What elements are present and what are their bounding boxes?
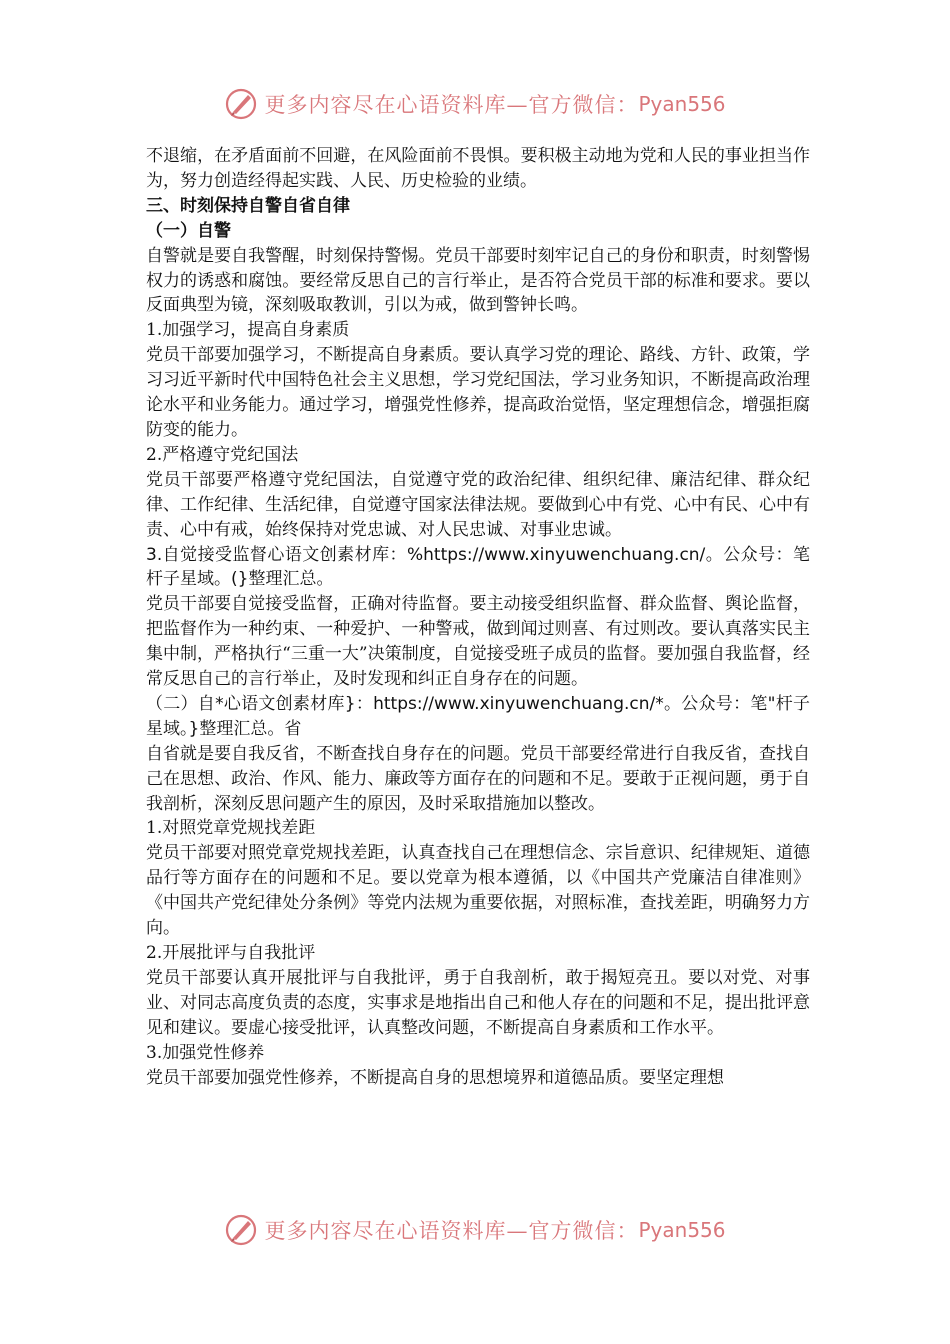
footer-wechat-id: Pyan556	[638, 1218, 726, 1242]
footer-text: 更多内容尽在心语资料库—官方微信：	[264, 1219, 639, 1243]
section-heading: 三、时刻保持自警自省自律	[146, 195, 350, 216]
item-heading: 1.对照党章党规找差距	[146, 818, 316, 839]
document-body	[146, 144, 810, 1090]
paragraph: 自警就是要自我警醒，时刻保持警惕。党员干部要时刻牢记自己的身份和职责，时刻警惕权力的诱惑和腐蚀。要经常反思自己的言行举止，是否符合党员干部的标准和要求。要以反面典型为镜，深刻吸取教训，引以为戒，做到警钟长鸣。	[146, 245, 810, 316]
paragraph: 自省就是要自我反省，不断查找自身存在的问题。党员干部要经常进行自我反省，查找自己在思想、政治、作风、能力、廉政等方面存在的问题和不足。要敢于正视问题，勇于自我剖析，深刻反思问题产生的原因，及时采取措施加以整改。	[146, 743, 810, 814]
subsection-heading: （二）自*心语文创素材库}：https://www.xinyuwenchuang.cn/*。公众号：笔"杆子星域。}整理汇总。省	[146, 693, 810, 739]
paragraph: 党员干部要自觉接受监督，正确对待监督。要主动接受组织监督、群众监督、舆论监督，把监督作为一种约束、一种爱护、一种警戒，做到闻过则喜、有过则改。要认真落实民主集中制，严格执行“三重一大”决策制度，自觉接受班子成员的监督。要加强自我监督，经常反思自己的言行举止，及时发现和纠正自身存在的问题。	[146, 594, 810, 690]
paragraph: 不退缩，在矛盾面前不回避，在风险面前不畏惧。要积极主动地为党和人民的事业担当作为，努力创造经得起实践、人民、历史检验的业绩。	[146, 146, 810, 191]
pen-logo-icon	[224, 1213, 258, 1247]
pen-logo-icon	[224, 87, 258, 121]
subsection-heading: （一）自警	[146, 220, 231, 241]
header-text: 更多内容尽在心语资料库—官方微信：	[264, 93, 639, 117]
item-heading: 3.加强党性修养	[146, 1042, 265, 1063]
header-banner	[0, 84, 950, 124]
item-heading: 2.严格遵守党纪国法	[146, 444, 299, 465]
paragraph: 党员干部要对照党章党规找差距，认真查找自己在理想信念、宗旨意识、纪律规矩、道德品行等方面存在的问题和不足。要以党章为根本遵循，以《中国共产党廉洁自律准则》《中国共产党纪律处分条例》等党内法规为重要依据，对照标准，查找差距，明确努力方向。	[146, 843, 810, 939]
item-heading: 2.开展批评与自我批评	[146, 943, 316, 963]
paragraph: 党员干部要加强学习，不断提高自身素质。要认真学习党的理论、路线、方针、政策，学习习近平新时代中国特色社会主义思想，学习党纪国法，学习业务知识，不断提高政治理论水平和业务能力。通过学习，增强党性修养，提高政治觉悟，坚定理想信念，增强拒腐防变的能力。	[146, 345, 810, 440]
paragraph: 党员干部要认真开展批评与自我批评，勇于自我剖析，敢于揭短亮丑。要以对党、对事业、对同志高度负责的态度，实事求是地指出自己和他人存在的问题和不足，提出批评意见和建议。要虚心接受批评，认真整改问题，不断提高自身素质和工作水平。	[146, 967, 810, 1038]
paragraph: 党员干部要严格遵守党纪国法，自觉遵守党的政治纪律、组织纪律、廉洁纪律、群众纪律、工作纪律、生活纪律，自觉遵守国家法律法规。要做到心中有党、心中有民、心中有责、心中有戒，始终保持对党忠诚、对人民忠诚、对事业忠诚。	[146, 469, 810, 540]
item-heading: 3.自觉接受监督心语文创素材库：%https://www.xinyuwenchuang.cn/。公众号：笔杆子星域。(}整理汇总。	[146, 544, 810, 590]
item-heading: 1.加强学习，提高自身素质	[146, 320, 350, 341]
header-wechat-id: Pyan556	[638, 92, 726, 116]
footer-banner	[0, 1210, 950, 1250]
paragraph: 党员干部要加强党性修养，不断提高自身的思想境界和道德品质。要坚定理想	[146, 1067, 724, 1088]
